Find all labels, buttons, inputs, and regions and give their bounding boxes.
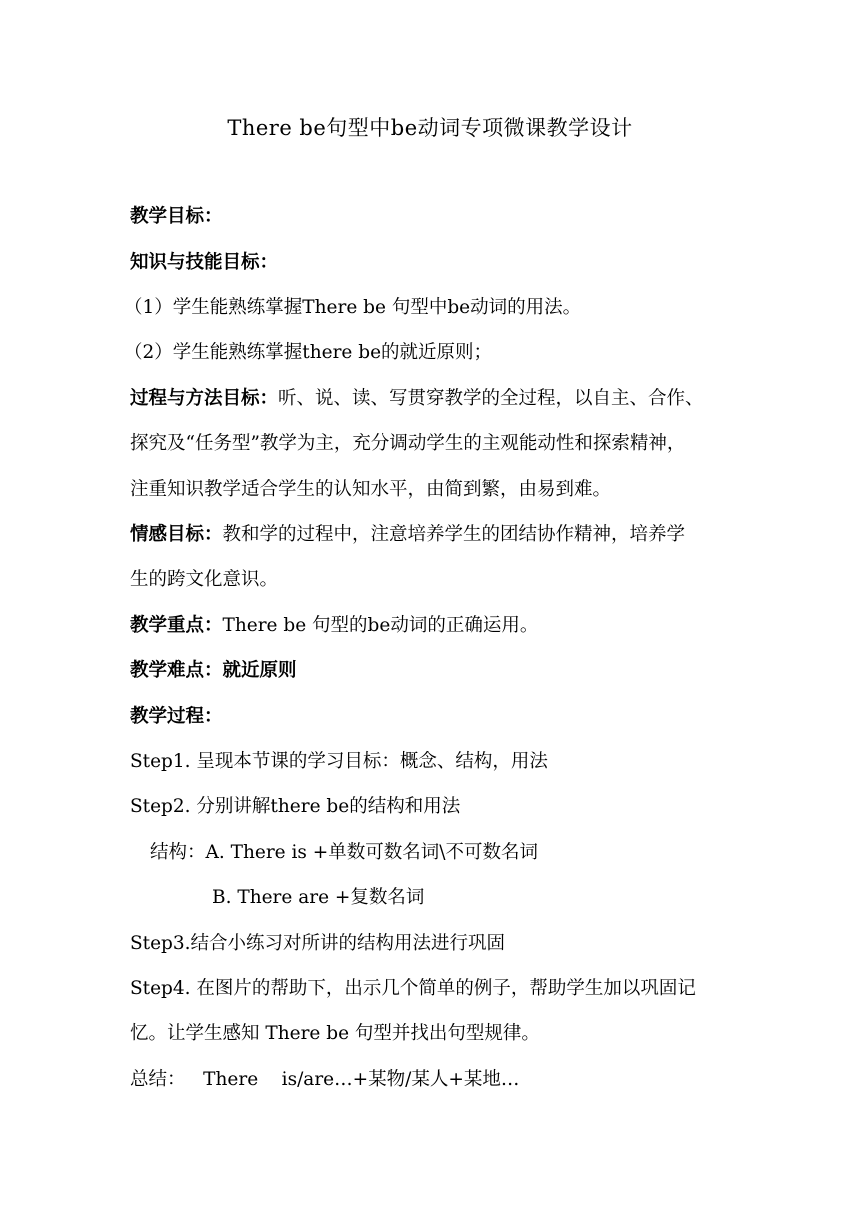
process-text-1: 听、说、读、写贯穿教学的全过程，以自主、合作、 xyxy=(278,388,704,409)
step-2: Step2. 分别讲解there be的结构和用法 xyxy=(130,796,461,817)
emotion-paragraph-line-2: 生的跨文化意识。 xyxy=(130,569,279,590)
step-4-line-2: 忆。让学生感知 There be 句型并找出句型规律。 xyxy=(130,1023,540,1044)
knowledge-item-1: （1）学生能熟练掌握There be 句型中be动词的用法。 xyxy=(124,297,582,318)
structure-b: B. There are +复数名词 xyxy=(212,887,425,908)
key-point-line xyxy=(130,613,538,639)
step-3: Step3.结合小练习对所讲的结构用法进行巩固 xyxy=(130,933,506,954)
step-4-line-1: Step4. 在图片的帮助下，出示几个简单的例子，帮助学生加以巩固记 xyxy=(130,978,696,999)
process-paragraph-line-3: 注重知识教学适合学生的认知水平，由简到繁，由易到难。 xyxy=(130,479,612,500)
objectives-heading: 教学目标： xyxy=(130,206,223,227)
steps-heading: 教学过程： xyxy=(130,706,223,727)
step-1: Step1. 呈现本节课的学习目标：概念、结构，用法 xyxy=(130,751,548,772)
process-paragraph-line-1 xyxy=(130,386,704,412)
summary-line: 总结： There is/are…+某物/某人+某地… xyxy=(130,1069,520,1090)
process-label: 过程与方法目标： xyxy=(130,388,279,409)
knowledge-heading: 知识与技能目标： xyxy=(130,252,279,273)
key-text: There be 句型的be动词的正确运用。 xyxy=(222,615,539,636)
emotion-label: 情感目标： xyxy=(130,524,223,545)
process-paragraph-line-2: 探究及“任务型”教学为主，充分调动学生的主观能动性和探索精神， xyxy=(130,433,686,454)
document-title: There be句型中be动词专项微课教学设计 xyxy=(227,116,633,140)
structure-a: 结构：A. There is +单数可数名词\不可数名词 xyxy=(150,842,539,863)
emotion-paragraph-line-1 xyxy=(130,522,685,548)
emotion-text-1: 教和学的过程中，注意培养学生的团结协作精神，培养学 xyxy=(222,524,686,545)
knowledge-item-2: （2）学生能熟练掌握there be的就近原则； xyxy=(124,342,493,363)
difficulty-line: 教学难点：就近原则 xyxy=(130,660,297,681)
key-label: 教学重点： xyxy=(130,615,223,636)
